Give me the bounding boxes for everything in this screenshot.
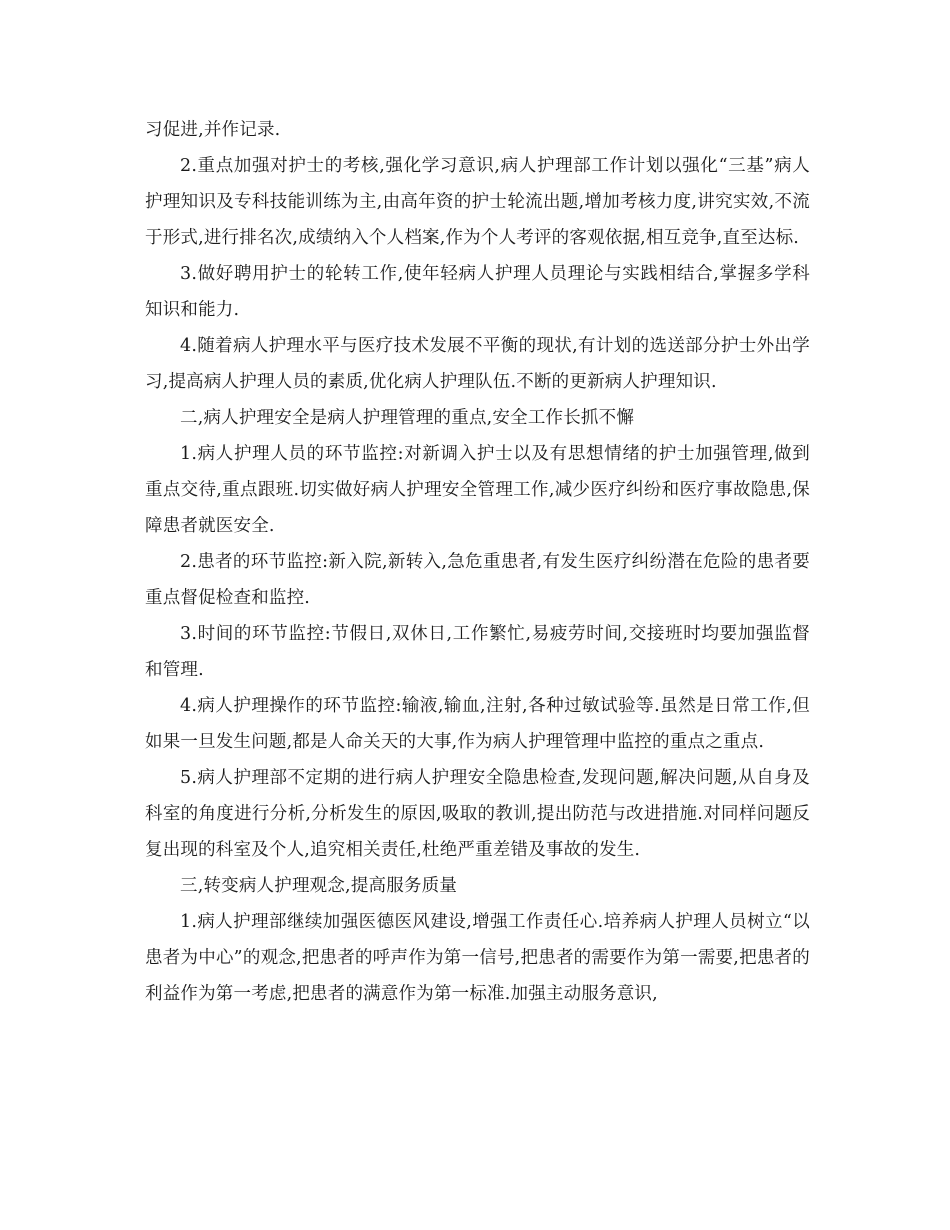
paragraph-item-1-staff-monitoring: 1.病人护理人员的环节监控:对新调入护士以及有思想情绪的护士加强管理,做到重点交待,重点跟班.切实做好病人护理安全管理工作,减少医疗纠纷和医疗事故隐患,保障患者就医安全. (145, 444, 810, 536)
section-heading-safety: 二,病人护理安全是病人护理管理的重点,安全工作长抓不懈 (180, 408, 635, 428)
paragraph-item-2-patient-monitoring: 2.患者的环节监控:新入院,新转入,急危重患者,有发生医疗纠纷潜在危险的患者要重点督促检查和监控. (145, 552, 810, 608)
paragraph-item-3-time-monitoring: 3.时间的环节监控:节假日,双休日,工作繁忙,易疲劳时间,交接班时均要加强监督和管理. (145, 624, 810, 680)
paragraph-item-4-operation-monitoring: 4.病人护理操作的环节监控:输液,输血,注射,各种过敏试验等.虽然是日常工作,但如果一旦发生问题,都是人命关天的大事,作为病人护理管理中监控的重点之重点. (145, 696, 810, 752)
paragraph-item-4-training: 4.随着病人护理水平与医疗技术发展不平衡的现状,有计划的选送部分护士外出学习,提高病人护理人员的素质,优化病人护理队伍.不断的更新病人护理知识. (145, 336, 810, 392)
paragraph-item-2-assessment: 2.重点加强对护士的考核,强化学习意识,病人护理部工作计划以强化“三基”病人护理知识及专科技能训练为主,由高年资的护士轮流出题,增加考核力度,讲究实效,不流于形式,进行排名次,成绩纳入个人档案,作为个人考评的客观依据,相互竞争,直至达标. (145, 156, 810, 248)
paragraph-item-5-inspection: 5.病人护理部不定期的进行病人护理安全隐患检查,发现问题,解决问题,从自身及科室的角度进行分析,分析发生的原因,吸取的教训,提出防范与改进措施.对同样问题反复出现的科室及个人,追究相关责任,杜绝严重差错及事故的发生. (145, 768, 810, 860)
section-heading-service-quality: 三,转变病人护理观念,提高服务质量 (180, 876, 458, 896)
paragraph-item-1-ethics: 1.病人护理部继续加强医德医风建设,增强工作责任心.培养病人护理人员树立“以患者为中心”的观念,把患者的呼声作为第一信号,把患者的需要作为第一需要,把患者的利益作为第一考虑,把患者的满意作为第一标准.加强主动服务意识, (145, 912, 810, 1004)
paragraph-item-3-rotation: 3.做好聘用护士的轮转工作,使年轻病人护理人员理论与实践相结合,掌握多学科知识和能力. (145, 264, 810, 320)
document-body (145, 112, 810, 1012)
paragraph-continuation: 习促进,并作记录. (145, 120, 281, 140)
